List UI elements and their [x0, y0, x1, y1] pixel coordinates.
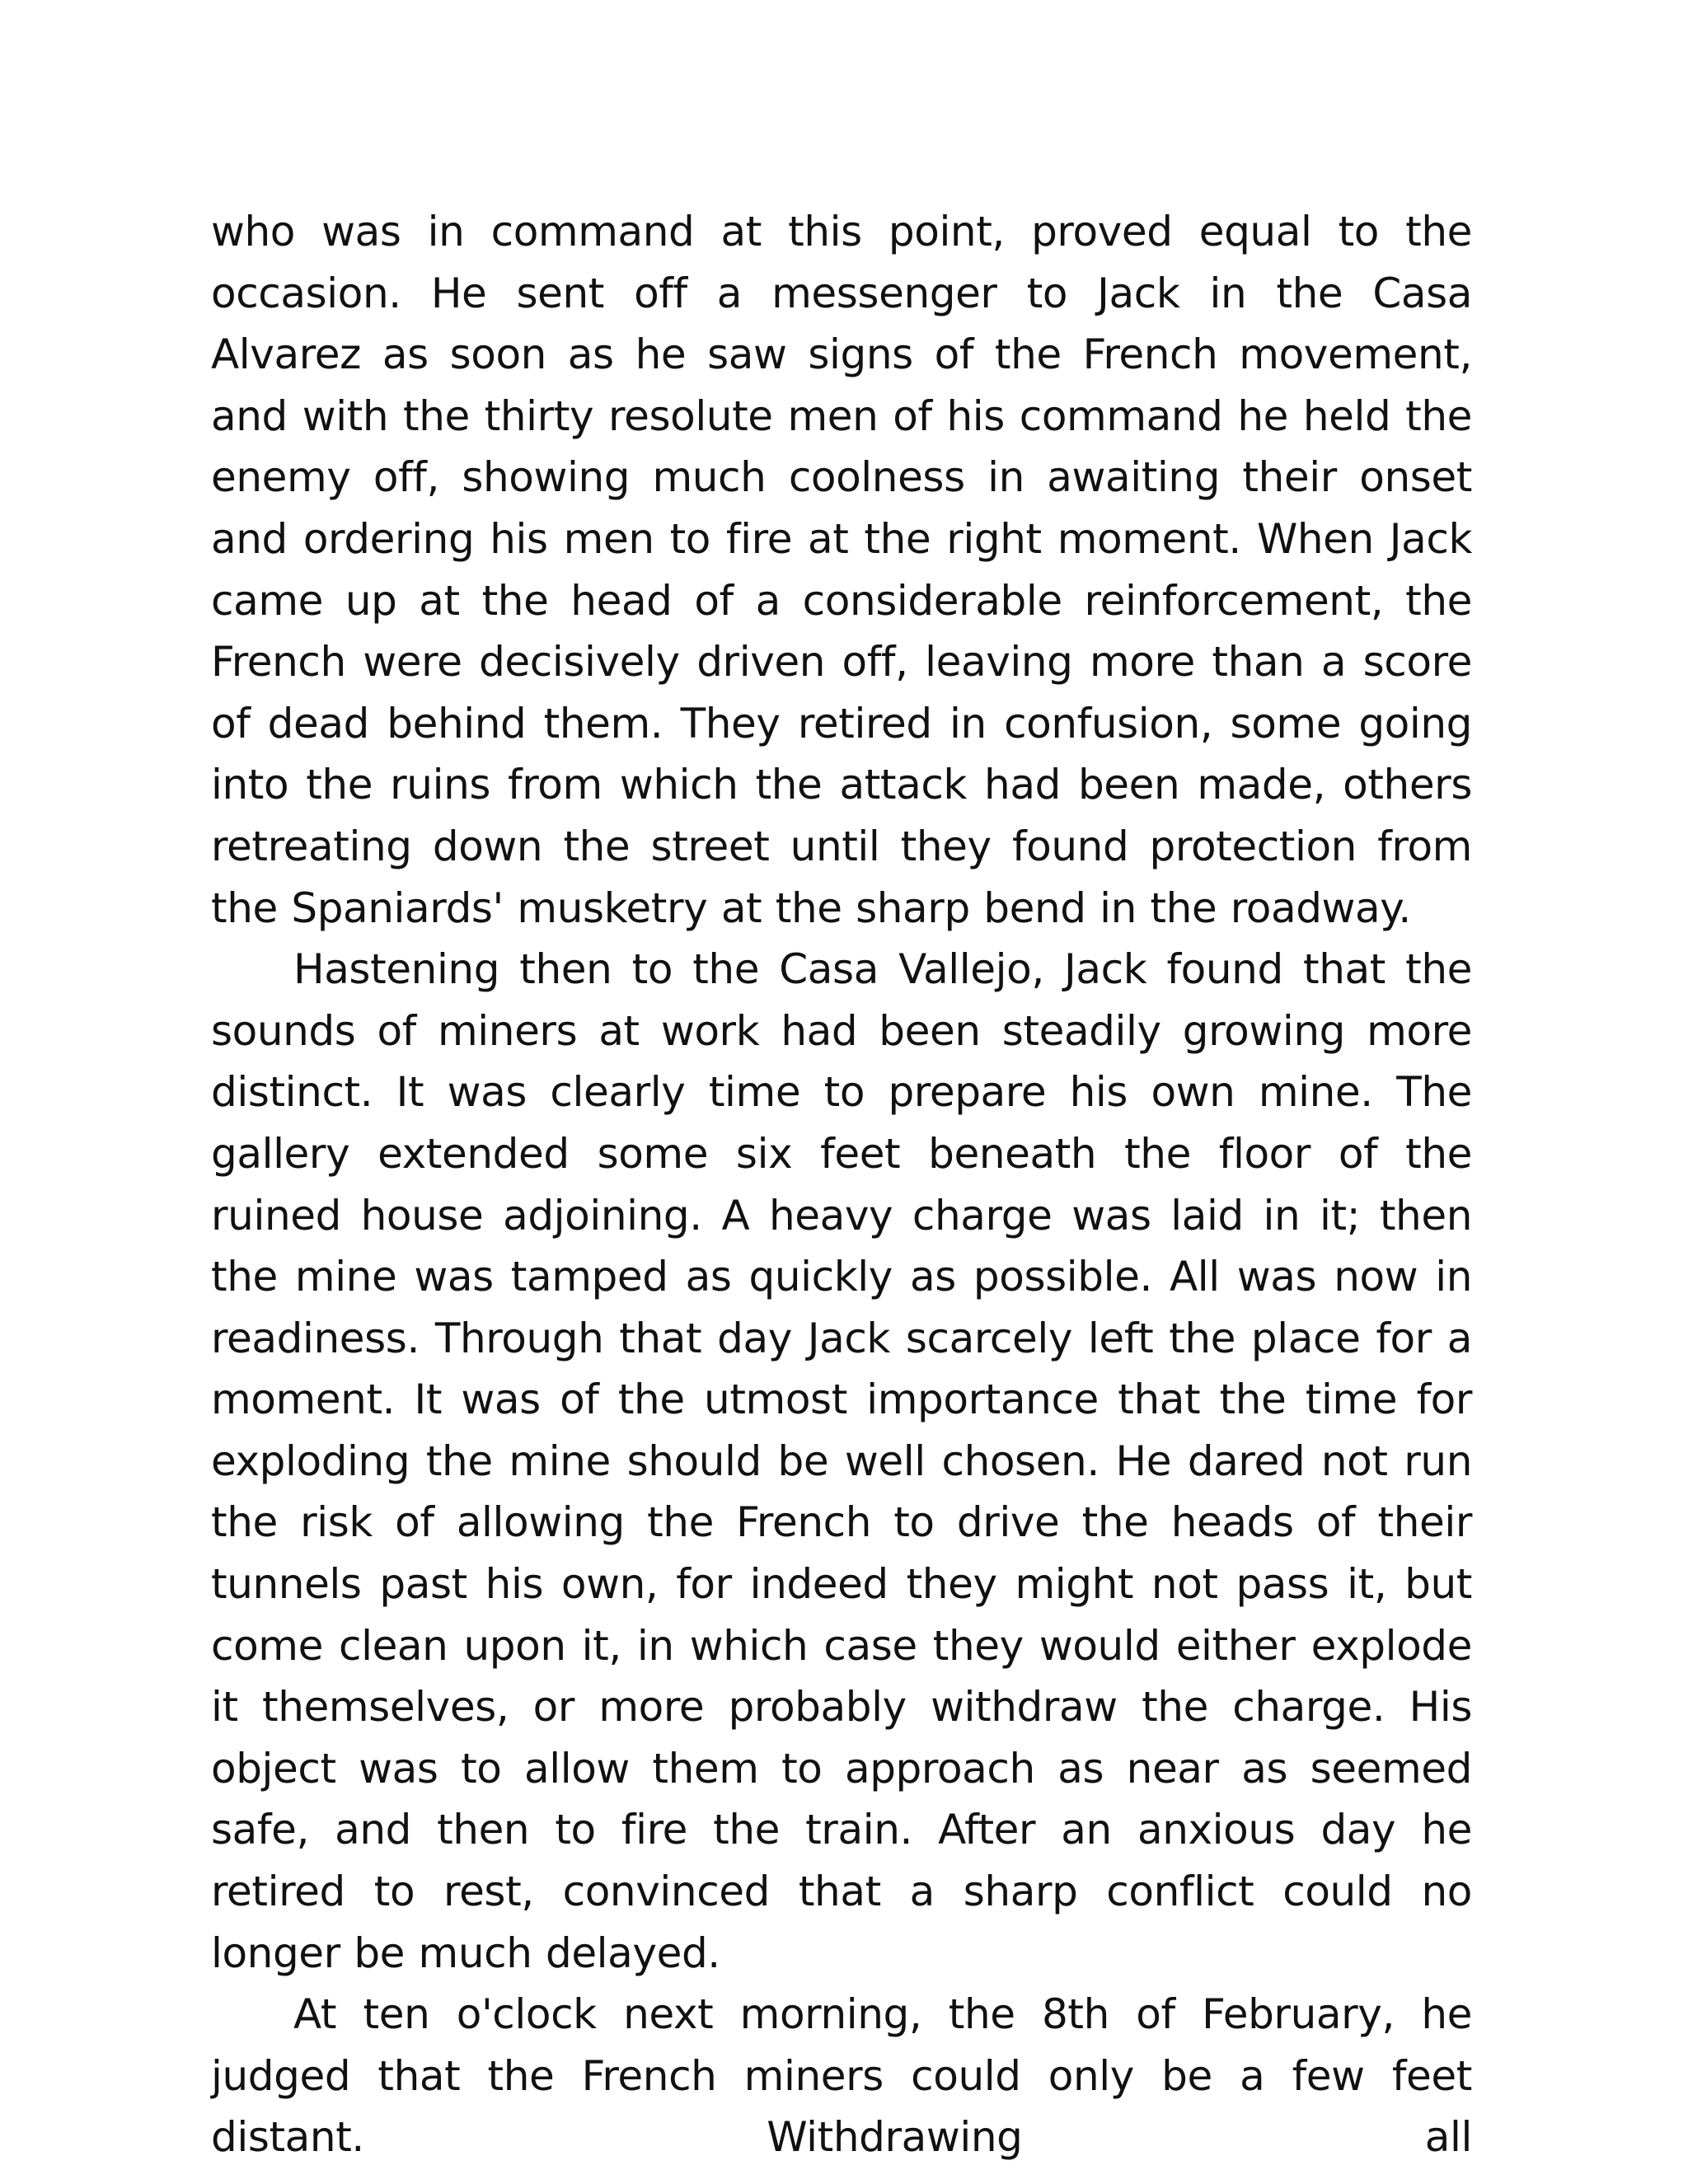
paragraph-3: At ten o'clock next morning, the 8th of February, he judged that the French miners could only be a few feet distant. Withdrawing all	[211, 1990, 1472, 2162]
body-text	[211, 201, 1472, 2168]
paragraph-2: Hastening then to the Casa Vallejo, Jack found that the sounds of miners at work had been steadily growing more distinct. It was clearly time to prepare his own mine. The gallery extended some six feet beneath the floor of the ruined house adjoining. A heavy charge was laid in it; then the mine was tamped as quickly as possible. All was now in readiness. Through that day Jack scarcely left the place for a moment. It was of the utmost importance that the time for exploding the mine should be well chosen. He dared not run the risk of allowing the French to drive the heads of their tunnels past his own, for indeed they might not pass it, but come clean upon it, in which case they would either explode it themselves, or more probably withdraw the charge. His object was to allow them to approach as near as seemed safe, and then to fire the train. After an anxious day he retired to rest, convinced that a sharp conflict could no longer be much delayed.	[211, 945, 1472, 1977]
paragraph-1: who was in command at this point, proved equal to the occasion. He sent off a messenger to Jack in the Casa Alvarez as soon as he saw signs of the French movement, and with the thirty resolute men of his command he held the enemy off, showing much coolness in awaiting their onset and ordering his men to fire at the right moment. When Jack came up at the head of a considerable reinforcement, the French were decisively driven off, leaving more than a score of dead behind them. They retired in confusion, some going into the ruins from which the attack had been made, others retreating down the street until they found protection from the Spaniards' musketry at the sharp bend in the roadway.	[211, 208, 1472, 932]
